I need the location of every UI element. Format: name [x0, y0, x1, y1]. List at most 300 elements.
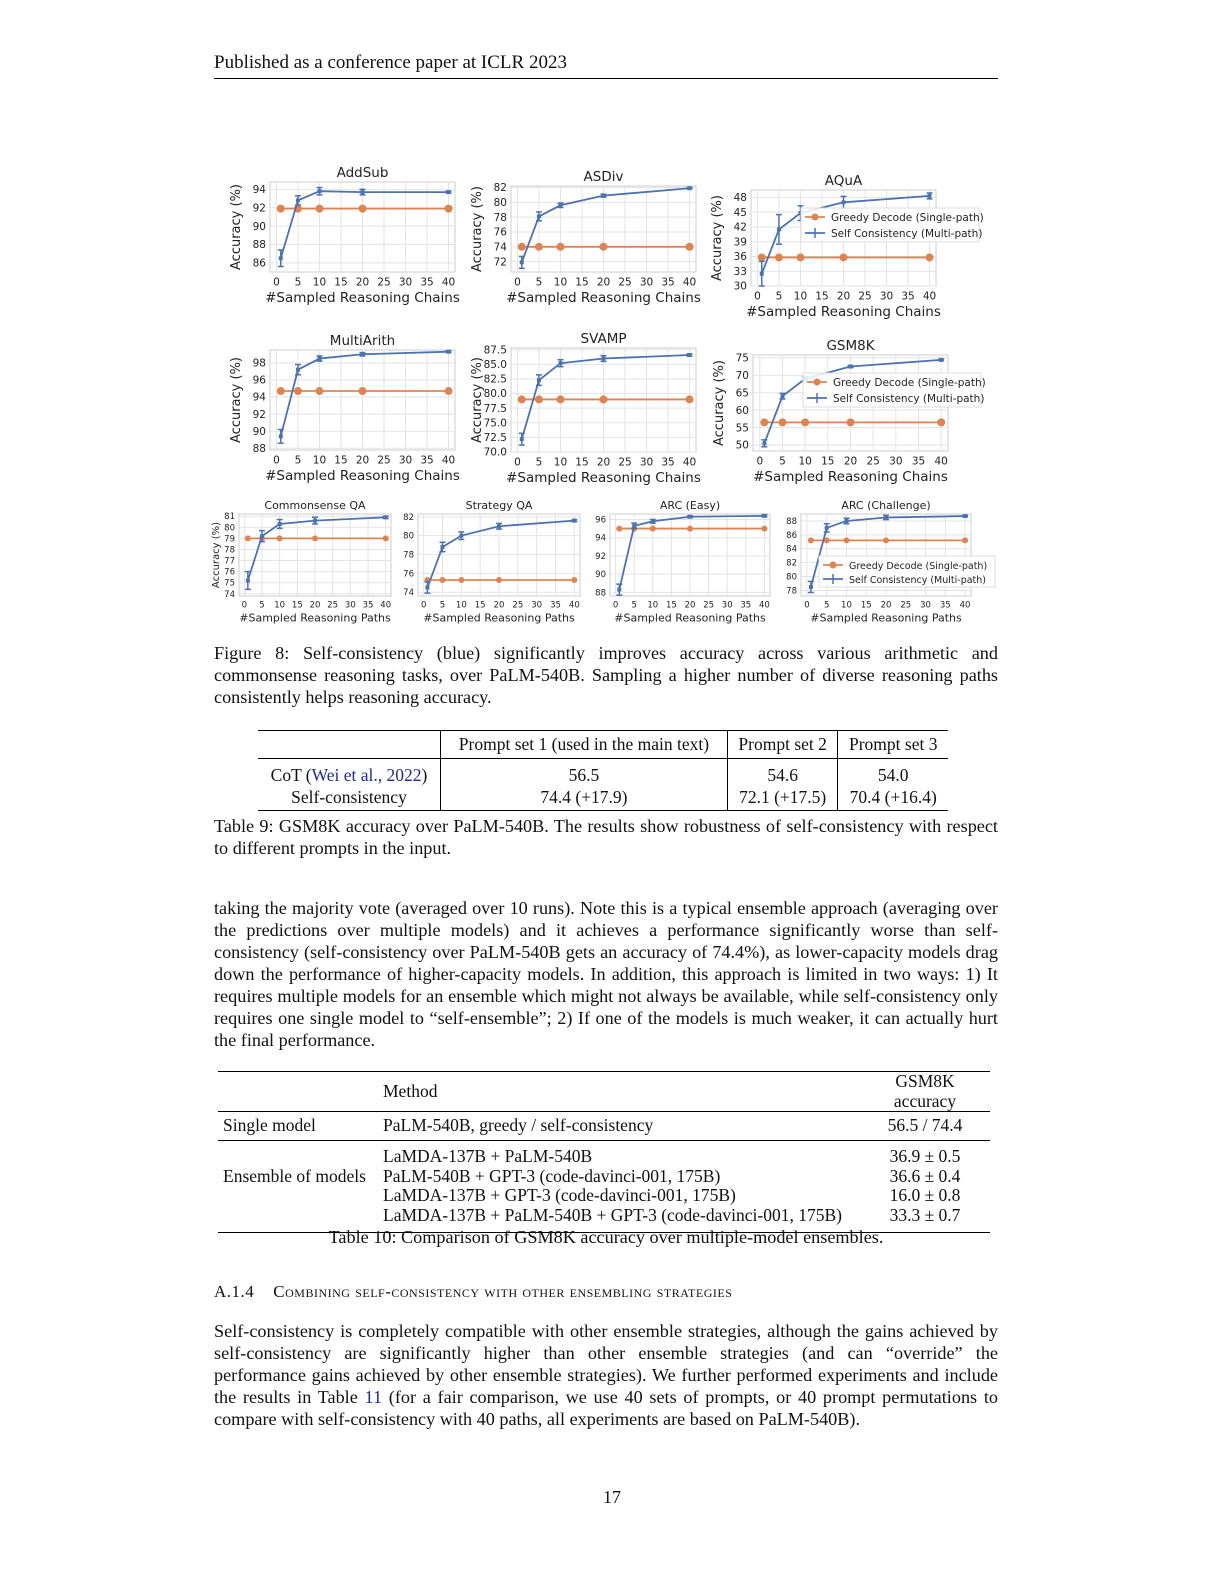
data-point-greedy — [571, 577, 577, 583]
chart-panel — [229, 333, 460, 484]
x-tick-label: 20 — [355, 276, 370, 289]
y-tick-label: 96 — [595, 515, 606, 526]
data-point-greedy — [383, 535, 389, 541]
table-reference-link[interactable]: 11 — [364, 1387, 383, 1407]
y-tick-label: 74 — [493, 241, 507, 254]
x-tick-label: 5 — [779, 455, 786, 468]
x-tick-label: 40 — [380, 600, 392, 611]
data-point-self-consistency — [447, 350, 451, 354]
x-axis-label: #Sampled Reasoning Paths — [239, 611, 391, 625]
y-tick-label: 94 — [252, 391, 266, 404]
x-axis-label: #Sampled Reasoning Chains — [265, 468, 460, 484]
y-tick-label: 80.0 — [483, 388, 507, 401]
x-tick-label: 10 — [312, 454, 327, 467]
data-point-greedy — [458, 577, 464, 583]
x-tick-label: 10 — [798, 455, 812, 468]
chart-panel — [470, 331, 701, 486]
x-tick-label: 40 — [441, 454, 456, 467]
x-tick-label: 30 — [531, 600, 543, 611]
y-tick-label: 96 — [252, 374, 266, 387]
data-point-self-consistency — [497, 524, 501, 528]
data-point-self-consistency — [688, 186, 692, 190]
legend-marker-greedy — [814, 379, 821, 386]
y-axis-label: Accuracy (%) — [470, 186, 485, 272]
y-axis-label: Accuracy (%) — [229, 357, 244, 443]
x-tick-label: 5 — [294, 454, 302, 467]
chart-panel — [786, 499, 995, 625]
chart-panel — [211, 499, 391, 625]
data-point-greedy — [760, 418, 768, 426]
x-tick-label: 40 — [441, 276, 456, 289]
x-tick-label: 0 — [612, 600, 619, 611]
x-tick-label: 20 — [493, 600, 505, 611]
x-tick-label: 15 — [821, 455, 835, 468]
table-10-cell: 56.5 / 74.4 — [887, 1115, 963, 1136]
y-tick-label: 42 — [733, 221, 747, 234]
x-axis-label: #Sampled Reasoning Paths — [614, 611, 766, 625]
y-axis-label: Accuracy (%) — [710, 195, 725, 281]
x-tick-label: 10 — [274, 600, 286, 611]
y-tick-label: 80 — [493, 196, 507, 209]
y-tick-label: 81 — [224, 512, 235, 523]
y-tick-label: 82 — [786, 558, 797, 569]
x-axis-label: #Sampled Reasoning Chains — [753, 469, 948, 485]
data-point-self-consistency — [809, 585, 813, 589]
x-tick-label: 35 — [362, 600, 374, 611]
y-axis-label: Accuracy (%) — [211, 521, 222, 589]
table-10-cell: LaMDA-137B + PaLM-540B + GPT-3 (code-davinci-001, 175B) — [383, 1204, 842, 1225]
data-point-greedy — [535, 395, 543, 403]
x-tick-label: 35 — [939, 600, 951, 611]
chart-title: GSM8K — [826, 338, 875, 354]
x-tick-label: 40 — [682, 276, 697, 289]
y-tick-label: 72.5 — [483, 432, 507, 445]
legend-label: Greedy Decode (Single-path) — [831, 212, 984, 224]
table-9-cell: 54.0 — [838, 759, 948, 787]
y-tick-label: 88 — [786, 516, 797, 527]
data-point-greedy — [808, 537, 814, 543]
y-tick-label: 75 — [224, 578, 235, 589]
data-point-self-consistency — [842, 200, 846, 204]
data-point-self-consistency — [313, 519, 317, 523]
data-point-self-consistency — [537, 378, 541, 382]
y-tick-label: 50 — [735, 439, 749, 452]
data-point-self-consistency — [279, 434, 283, 438]
data-point-self-consistency — [849, 365, 853, 369]
data-point-self-consistency — [777, 227, 781, 231]
chart-panel — [403, 499, 580, 625]
x-tick-label: 15 — [575, 456, 589, 469]
table-10-caption: Table 10: Comparison of GSM8K accuracy over multiple-model ensembles. — [328, 1227, 884, 1247]
x-tick-label: 25 — [512, 600, 524, 611]
y-tick-label: 94 — [595, 533, 606, 544]
table-9-cell: 70.4 (+16.4) — [838, 786, 948, 810]
y-tick-label: 60 — [735, 404, 749, 417]
table-9-header: Prompt set 1 (used in the main text) — [441, 731, 728, 759]
x-tick-label: 30 — [344, 600, 356, 611]
y-tick-label: 78 — [786, 586, 797, 597]
data-point-self-consistency — [260, 534, 264, 538]
data-point-self-consistency — [928, 194, 932, 198]
data-point-self-consistency — [361, 190, 365, 194]
table-10-cell: 36.6 ± 0.4 — [889, 1165, 961, 1186]
data-point-greedy — [439, 577, 445, 583]
table-10-cell: PaLM-540B + GPT-3 (code-davinci-001, 175B) — [383, 1165, 721, 1186]
y-tick-label: 36 — [733, 251, 747, 264]
x-tick-label: 40 — [759, 600, 770, 611]
x-tick-label: 20 — [596, 456, 611, 469]
data-point-self-consistency — [459, 534, 463, 538]
y-tick-label: 77.5 — [483, 402, 507, 415]
data-point-greedy — [926, 253, 934, 261]
data-point-greedy — [847, 418, 855, 426]
x-tick-label: 10 — [553, 456, 568, 469]
x-tick-label: 30 — [398, 454, 413, 467]
data-point-greedy — [277, 535, 283, 541]
data-point-self-consistency — [632, 524, 636, 528]
y-tick-label: 75 — [735, 352, 749, 365]
x-tick-label: 30 — [639, 276, 654, 289]
x-tick-label: 25 — [327, 600, 339, 611]
y-tick-label: 90 — [252, 220, 266, 233]
chart-title: ASDiv — [583, 169, 624, 185]
data-point-self-consistency — [279, 256, 283, 260]
table-10 — [218, 1071, 990, 1233]
data-point-self-consistency — [520, 437, 524, 441]
y-tick-label: 86 — [786, 530, 797, 541]
data-point-greedy — [761, 526, 767, 532]
table-9-row-label: CoT (Wei et al., 2022) — [270, 765, 428, 785]
x-axis-label: #Sampled Reasoning Chains — [265, 290, 460, 306]
chart-title: Commonsense QA — [264, 499, 366, 512]
data-point-self-consistency — [762, 441, 766, 445]
x-tick-label: 35 — [420, 454, 434, 467]
data-point-greedy — [686, 395, 694, 403]
data-point-greedy — [245, 535, 251, 541]
y-tick-label: 79 — [224, 534, 235, 545]
x-tick-label: 15 — [334, 454, 348, 467]
table-9-caption: Table 9: GSM8K accuracy over PaLM-540B. The results show robustness of self-consistency with respect to different prompts in the input. — [214, 816, 998, 858]
x-tick-label: 0 — [273, 276, 280, 289]
x-tick-label: 25 — [377, 276, 391, 289]
data-point-self-consistency — [317, 357, 321, 361]
x-tick-label: 10 — [455, 600, 467, 611]
data-point-self-consistency — [520, 260, 524, 264]
table-10-cell: 36.9 ± 0.5 — [889, 1146, 961, 1166]
x-tick-label: 20 — [596, 276, 611, 289]
x-tick-label: 40 — [922, 290, 937, 303]
chart-panel — [470, 169, 701, 306]
x-tick-label: 20 — [843, 455, 858, 468]
x-tick-label: 20 — [355, 454, 370, 467]
y-tick-label: 85.0 — [483, 359, 507, 372]
y-tick-label: 70 — [735, 369, 749, 382]
y-tick-label: 77 — [224, 556, 235, 567]
x-tick-label: 30 — [920, 600, 931, 611]
x-tick-label: 5 — [631, 600, 637, 611]
data-point-greedy — [937, 418, 945, 426]
y-tick-label: 76 — [224, 567, 235, 578]
citation-link[interactable]: Wei et al., 2022 — [311, 765, 422, 785]
data-point-greedy — [556, 243, 564, 251]
x-tick-label: 15 — [815, 290, 829, 303]
x-axis-label: #Sampled Reasoning Paths — [423, 611, 575, 625]
x-tick-label: 25 — [618, 456, 632, 469]
chart-panel — [229, 165, 460, 306]
data-point-greedy — [312, 535, 318, 541]
section-title: Combining self-consistency with other ensembling strategies — [273, 1282, 733, 1301]
data-point-greedy — [778, 418, 786, 426]
y-tick-label: 76 — [403, 569, 414, 580]
x-tick-label: 30 — [721, 600, 733, 611]
x-tick-label: 5 — [775, 290, 783, 303]
data-point-greedy — [359, 205, 367, 213]
section-heading — [214, 1282, 732, 1302]
data-point-greedy — [518, 395, 526, 403]
x-tick-label: 10 — [553, 276, 568, 289]
data-point-self-consistency — [884, 515, 888, 519]
data-point-greedy — [315, 205, 323, 213]
chart-title: ARC (Easy) — [659, 499, 721, 512]
data-point-greedy — [616, 526, 622, 532]
y-tick-label: 87.5 — [483, 344, 507, 357]
section-number: A.1.4 — [214, 1282, 255, 1301]
y-tick-label: 75.0 — [483, 417, 507, 430]
x-axis-label: #Sampled Reasoning Chains — [506, 290, 701, 306]
table-10-row-label: Ensemble of models — [223, 1165, 366, 1186]
running-header: Published as a conference paper at ICLR 2023 — [214, 52, 998, 79]
x-tick-label: 35 — [661, 276, 675, 289]
data-point-greedy — [796, 253, 804, 261]
y-tick-label: 88 — [252, 442, 266, 455]
legend-label: Self Consistency (Multi-path) — [833, 393, 985, 405]
y-tick-label: 92 — [252, 408, 266, 421]
data-point-greedy — [686, 243, 694, 251]
x-tick-label: 25 — [618, 276, 632, 289]
x-tick-label: 25 — [858, 290, 872, 303]
data-point-greedy — [600, 243, 608, 251]
y-axis-label: Accuracy (%) — [229, 184, 244, 270]
y-tick-label: 82 — [493, 182, 507, 195]
y-tick-label: 55 — [735, 422, 749, 435]
x-axis-label: #Sampled Reasoning Chains — [506, 470, 701, 486]
x-tick-label: 40 — [682, 456, 697, 469]
data-point-self-consistency — [296, 198, 300, 202]
data-point-self-consistency — [825, 526, 829, 530]
data-point-self-consistency — [688, 515, 692, 519]
y-tick-label: 76 — [493, 226, 507, 239]
figure-8-caption: Figure 8: Self-consistency (blue) significantly improves accuracy across various arithmetic and commonsense reasoning tasks, over PaLM-540B. Sampling a higher number of diverse reasoning paths consistently helps reasoning accuracy. — [214, 643, 998, 707]
chart-title: SVAMP — [580, 331, 627, 347]
data-point-self-consistency — [278, 522, 282, 526]
data-point-greedy — [758, 253, 766, 261]
y-axis-label: Accuracy (%) — [470, 357, 485, 443]
x-tick-label: 5 — [823, 600, 830, 611]
x-axis-label: #Sampled Reasoning Paths — [810, 611, 962, 625]
page-number: 17 — [603, 1487, 621, 1507]
data-point-self-consistency — [558, 203, 562, 207]
x-tick-label: 10 — [793, 290, 808, 303]
x-tick-label: 10 — [841, 600, 852, 611]
legend-label: Self Consistency (Multi-path) — [849, 575, 986, 586]
y-tick-label: 98 — [252, 357, 266, 370]
chart-title: AddSub — [336, 165, 389, 181]
data-point-greedy — [840, 253, 848, 261]
y-tick-label: 78 — [224, 545, 235, 556]
x-tick-label: 15 — [334, 276, 348, 289]
chart-title: MultiArith — [329, 333, 396, 349]
x-tick-label: 0 — [273, 454, 280, 467]
x-tick-label: 30 — [639, 456, 654, 469]
table-10-cell: 33.3 ± 0.7 — [889, 1204, 961, 1225]
x-tick-label: 5 — [259, 600, 265, 611]
table-10-cell: PaLM-540B, greedy / self-consistency — [383, 1115, 654, 1136]
x-tick-label: 30 — [889, 455, 903, 468]
x-tick-label: 15 — [860, 600, 872, 611]
x-tick-label: 20 — [684, 600, 696, 611]
table-9-header: Prompt set 3 — [838, 731, 948, 759]
x-axis-label: #Sampled Reasoning Chains — [746, 304, 941, 320]
x-tick-label: 0 — [514, 276, 521, 289]
y-tick-label: 90 — [595, 570, 606, 581]
x-tick-label: 5 — [535, 456, 543, 469]
data-point-greedy — [359, 387, 367, 395]
figure-8 — [200, 160, 1010, 638]
x-tick-label: 35 — [661, 456, 675, 469]
data-point-self-consistency — [688, 353, 692, 357]
table-10-cell: LaMDA-137B + PaLM-540B — [383, 1146, 593, 1166]
y-tick-label: 65 — [735, 387, 749, 400]
x-tick-label: 35 — [901, 290, 915, 303]
legend-marker-greedy — [812, 214, 819, 221]
x-tick-label: 0 — [756, 455, 764, 468]
data-point-self-consistency — [246, 578, 250, 582]
y-tick-label: 33 — [733, 265, 747, 278]
data-point-self-consistency — [602, 194, 606, 198]
data-point-self-consistency — [425, 586, 429, 590]
data-point-greedy — [600, 395, 608, 403]
data-point-greedy — [445, 387, 453, 395]
data-point-self-consistency — [963, 514, 967, 518]
y-tick-label: 90 — [252, 425, 266, 438]
legend-marker-greedy — [830, 562, 837, 569]
table-9-cell: 54.6 — [727, 759, 838, 787]
body-paragraph: Self-consistency is completely compatible with other ensemble strategies, although the gains achieved by self-consistency are significantly higher than other ensemble strategies (and can “override” the performance gains achieved by other ensemble strategies). We further performed experiments and include the results in Table 11 (for a fair comparison, we use 40 sets of prompts, or 40 prompt permutations to compare with self-consistency with 40 paths, all experiments are based on PaLM-540B). — [214, 1321, 998, 1429]
x-tick-label: 10 — [312, 276, 327, 289]
x-tick-label: 0 — [241, 600, 248, 611]
data-point-greedy — [518, 243, 526, 251]
y-tick-label: 80 — [403, 531, 414, 542]
y-tick-label: 78 — [403, 550, 414, 561]
data-point-self-consistency — [317, 189, 321, 193]
table-10-header: GSM8K accuracy — [893, 1071, 957, 1111]
data-point-self-consistency — [602, 357, 606, 361]
data-point-self-consistency — [760, 272, 764, 276]
y-tick-label: 82.5 — [483, 373, 507, 386]
table-9-cell: 72.1 (+17.5) — [727, 786, 838, 810]
x-tick-label: 25 — [900, 600, 912, 611]
y-tick-label: 92 — [595, 551, 606, 562]
y-tick-label: 88 — [252, 239, 266, 252]
x-tick-label: 5 — [439, 600, 446, 611]
table-10-cell: LaMDA-137B + GPT-3 (code-davinci-001, 175B) — [383, 1185, 736, 1205]
y-tick-label: 78 — [493, 211, 507, 224]
data-point-greedy — [556, 395, 564, 403]
chart-panel — [712, 338, 986, 485]
y-tick-label: 86 — [252, 257, 266, 270]
data-point-greedy — [687, 526, 693, 532]
y-tick-label: 39 — [733, 236, 747, 249]
table-9-cell: 74.4 (+17.9) — [441, 786, 728, 810]
x-tick-label: 40 — [959, 600, 971, 611]
data-point-self-consistency — [651, 519, 655, 523]
data-point-greedy — [962, 537, 968, 543]
data-point-self-consistency — [780, 394, 784, 398]
x-tick-label: 15 — [291, 600, 303, 611]
data-point-greedy — [277, 387, 285, 395]
y-tick-label: 70.0 — [483, 446, 507, 459]
x-tick-label: 10 — [647, 600, 659, 611]
data-point-greedy — [775, 253, 783, 261]
y-tick-label: 82 — [403, 512, 414, 523]
data-point-self-consistency — [537, 214, 541, 218]
y-tick-label: 92 — [252, 202, 266, 215]
x-tick-label: 5 — [294, 276, 302, 289]
data-point-greedy — [277, 205, 285, 213]
y-tick-label: 74 — [224, 589, 235, 600]
table-10-cell: 16.0 ± 0.8 — [889, 1185, 961, 1205]
x-tick-label: 5 — [535, 276, 543, 289]
data-point-greedy — [496, 577, 502, 583]
chart-title: AQuA — [824, 173, 863, 189]
x-tick-label: 20 — [836, 290, 851, 303]
x-tick-label: 0 — [804, 600, 810, 611]
table-9-row-label: Self-consistency — [291, 787, 407, 808]
y-tick-label: 94 — [252, 184, 266, 197]
data-point-self-consistency — [558, 361, 562, 365]
body-paragraph: taking the majority vote (averaged over 10 runs). Note this is a typical ensemble approach (averaging over the predictions over multiple models) and it achieves a performance significantly worse than self-consistency (self-consistency over PaLM-540B gets an accuracy of 74.4%), as lower-capacity models drag down the performance of higher-capacity models. In addition, this approach is limited in two ways: 1) It requires multiple models for an ensemble which might not always be available, while self-consistency only requires one single model to “self-ensemble”; 2) If one of the models is much weaker, it can actually hurt the final performance. — [214, 898, 998, 1050]
x-tick-label: 15 — [665, 600, 677, 611]
table-10-row-label: Single model — [223, 1115, 316, 1136]
x-tick-label: 40 — [934, 455, 948, 468]
data-point-greedy — [801, 418, 809, 426]
x-tick-label: 20 — [309, 600, 321, 611]
data-point-self-consistency — [939, 358, 943, 362]
data-point-self-consistency — [762, 514, 766, 518]
table-9-cell: 56.5 — [441, 759, 728, 787]
x-tick-label: 0 — [420, 600, 427, 611]
data-point-greedy — [650, 526, 656, 532]
y-tick-label: 72 — [493, 256, 507, 269]
y-tick-label: 45 — [733, 206, 747, 219]
x-tick-label: 35 — [911, 455, 926, 468]
y-tick-label: 84 — [786, 544, 797, 555]
x-tick-label: 30 — [398, 276, 413, 289]
data-point-greedy — [535, 243, 543, 251]
x-tick-label: 25 — [866, 455, 880, 468]
y-tick-label: 80 — [786, 572, 797, 583]
legend-label: Greedy Decode (Single-path) — [833, 377, 986, 389]
y-tick-label: 88 — [595, 588, 606, 599]
table-9 — [258, 730, 948, 811]
data-point-self-consistency — [361, 352, 365, 356]
data-point-self-consistency — [384, 515, 388, 519]
table-10-header: Method — [383, 1080, 438, 1101]
x-tick-label: 25 — [377, 454, 391, 467]
x-tick-label: 15 — [575, 276, 589, 289]
legend-label: Self Consistency (Multi-path) — [831, 228, 983, 240]
data-point-greedy — [445, 205, 453, 213]
